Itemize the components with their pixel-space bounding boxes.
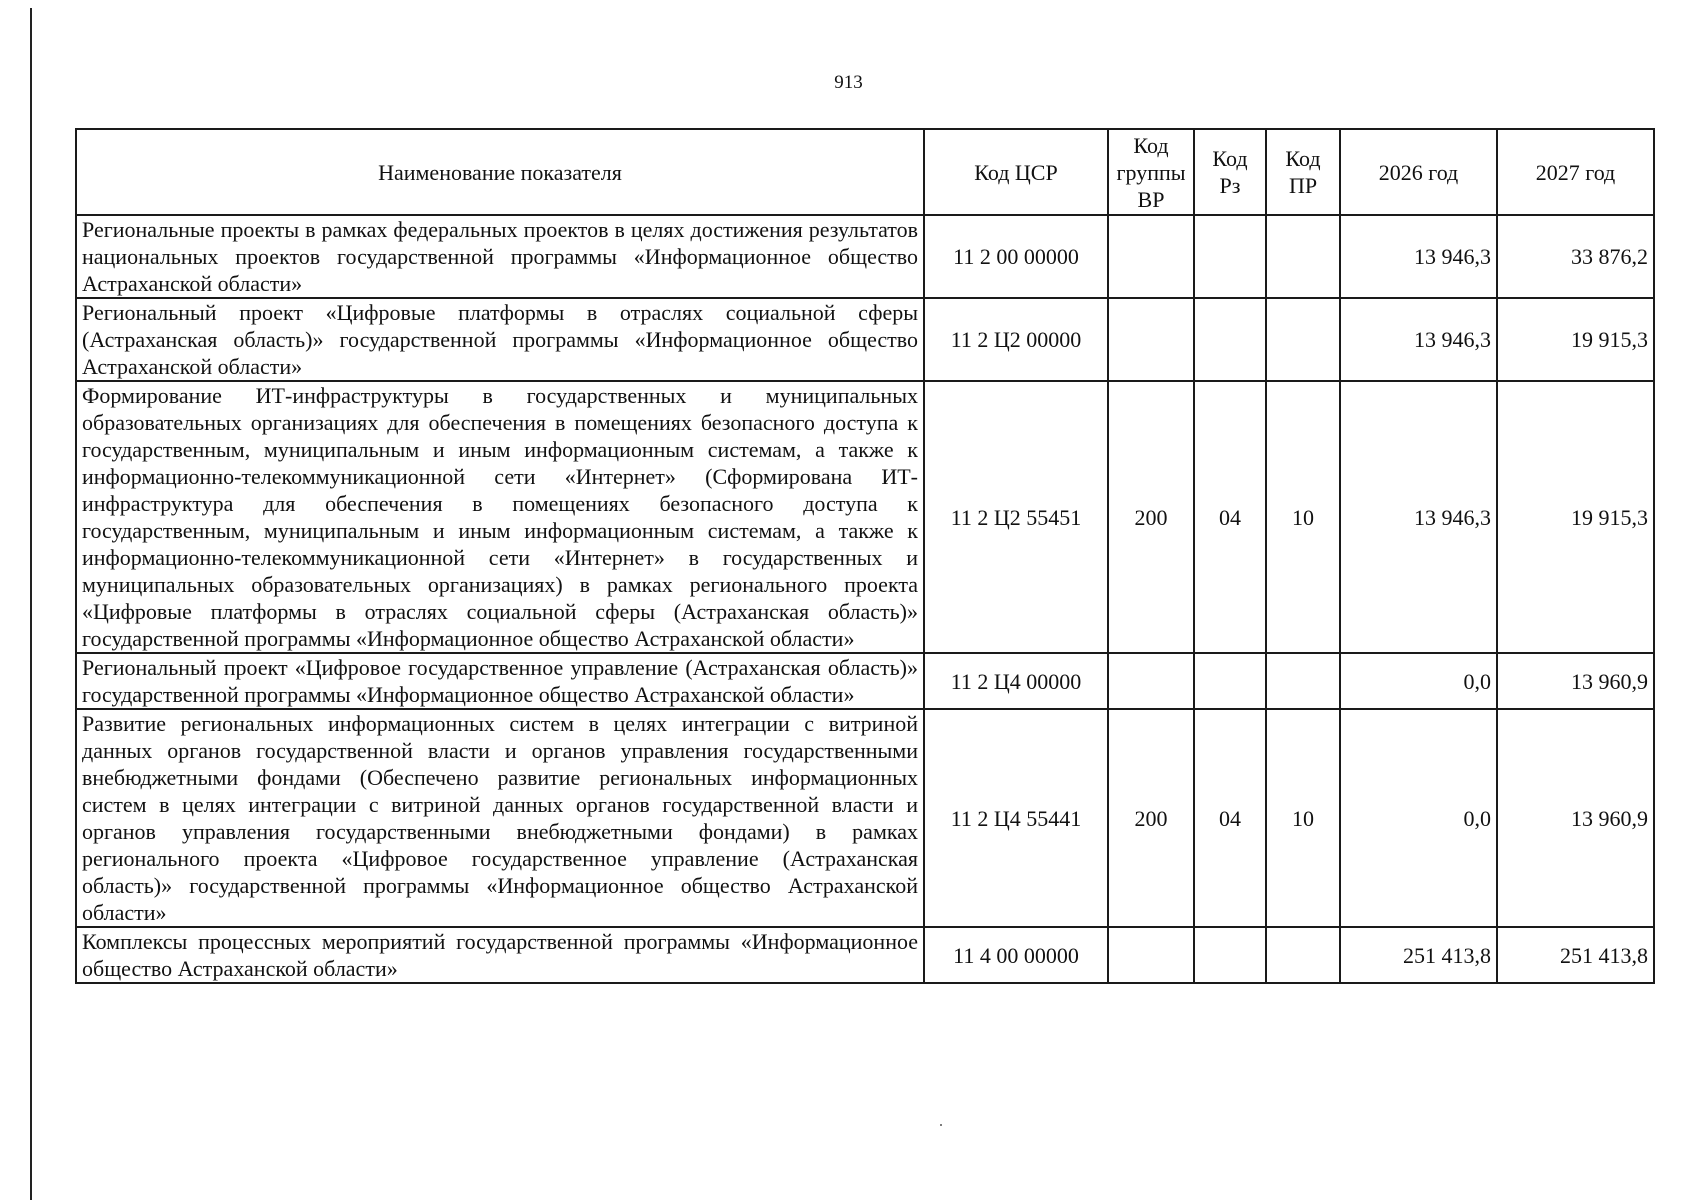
row-name: Комплексы процессных мероприятий государственной программы «Информационное общество Астраханской области» [76,927,924,983]
row-rz: 04 [1194,381,1266,653]
header-vr: Код группы ВР [1108,129,1194,215]
row-vr [1108,298,1194,381]
row-name: Региональный проект «Цифровые платформы в отраслях социальной сферы (Астраханская область)» государственной программы «Информационное общество Астраханской области» [76,298,924,381]
row-vr: 200 [1108,381,1194,653]
row-vr [1108,927,1194,983]
row-csr: 11 2 00 00000 [924,215,1108,298]
row-rz [1194,653,1266,709]
row-vr [1108,215,1194,298]
row-csr: 11 2 Ц4 00000 [924,653,1108,709]
row-rz [1194,215,1266,298]
header-rz: Код Рз [1194,129,1266,215]
table-row [76,298,1654,381]
header-pr: Код ПР [1266,129,1340,215]
row-rz [1194,298,1266,381]
row-csr: 11 2 Ц2 00000 [924,298,1108,381]
row-2026: 0,0 [1340,653,1497,709]
row-pr [1266,298,1340,381]
row-vr [1108,653,1194,709]
table-row [76,215,1654,298]
row-2027: 19 915,3 [1497,381,1654,653]
row-csr: 11 4 00 00000 [924,927,1108,983]
row-2027: 13 960,9 [1497,653,1654,709]
table-row [76,927,1654,983]
table-row [76,709,1654,927]
row-2027: 251 413,8 [1497,927,1654,983]
row-2027: 33 876,2 [1497,215,1654,298]
row-vr: 200 [1108,709,1194,927]
row-2026: 13 946,3 [1340,298,1497,381]
row-2026: 13 946,3 [1340,381,1497,653]
table-header-row [76,129,1654,215]
row-name: Региональный проект «Цифровое государственное управление (Астраханская область)» государственной программы «Информационное общество Астраханской области» [76,653,924,709]
row-2027: 19 915,3 [1497,298,1654,381]
page-margin-line [30,8,32,1200]
row-pr: 10 [1266,381,1340,653]
row-pr [1266,215,1340,298]
header-2027: 2027 год [1497,129,1654,215]
row-csr: 11 2 Ц2 55451 [924,381,1108,653]
table-row [76,381,1654,653]
header-2026: 2026 год [1340,129,1497,215]
scan-speck [940,1124,942,1126]
row-name: Региональные проекты в рамках федеральных проектов в целях достижения результатов национальных проектов государственной программы «Информационное общество Астраханской области» [76,215,924,298]
row-name: Формирование ИТ-инфраструктуры в государственных и муниципальных образовательных организациях для обеспечения в помещениях безопасного доступа к государственным, муниципальным и иным информационным системам, а также к информационно-телекоммуникационной сети «Интернет» (Сформирована ИТ-инфраструктура для обеспечения в помещениях безопасного доступа к государственным, муниципальным и иным информационным системам, а также к информационно-телекоммуникационной сети «Интернет» в государственных и муниципальных образовательных организациях) в рамках регионального проекта «Цифровые платформы в отраслях социальной сферы (Астраханская область)» государственной программы «Информационное общество Астраханской области» [76,381,924,653]
header-csr: Код ЦСР [924,129,1108,215]
row-2026: 251 413,8 [1340,927,1497,983]
page-number: 913 [834,72,863,93]
row-pr: 10 [1266,709,1340,927]
row-pr [1266,927,1340,983]
table-row [76,653,1654,709]
row-rz [1194,927,1266,983]
row-2026: 13 946,3 [1340,215,1497,298]
row-csr: 11 2 Ц4 55441 [924,709,1108,927]
row-rz: 04 [1194,709,1266,927]
row-2027: 13 960,9 [1497,709,1654,927]
row-2026: 0,0 [1340,709,1497,927]
row-name: Развитие региональных информационных систем в целях интеграции с витриной данных органов государственной власти и органов управления государственными внебюджетными фондами (Обеспечено развитие региональных информационных систем в целях интеграции с витриной данных органов государственной власти и органов управления государственными внебюджетными фондами) в рамках регионального проекта «Цифровое государственное управление (Астраханская область)» государственной программы «Информационное общество Астраханской области» [76,709,924,927]
row-pr [1266,653,1340,709]
budget-table [75,128,1655,984]
header-name: Наименование показателя [76,129,924,215]
